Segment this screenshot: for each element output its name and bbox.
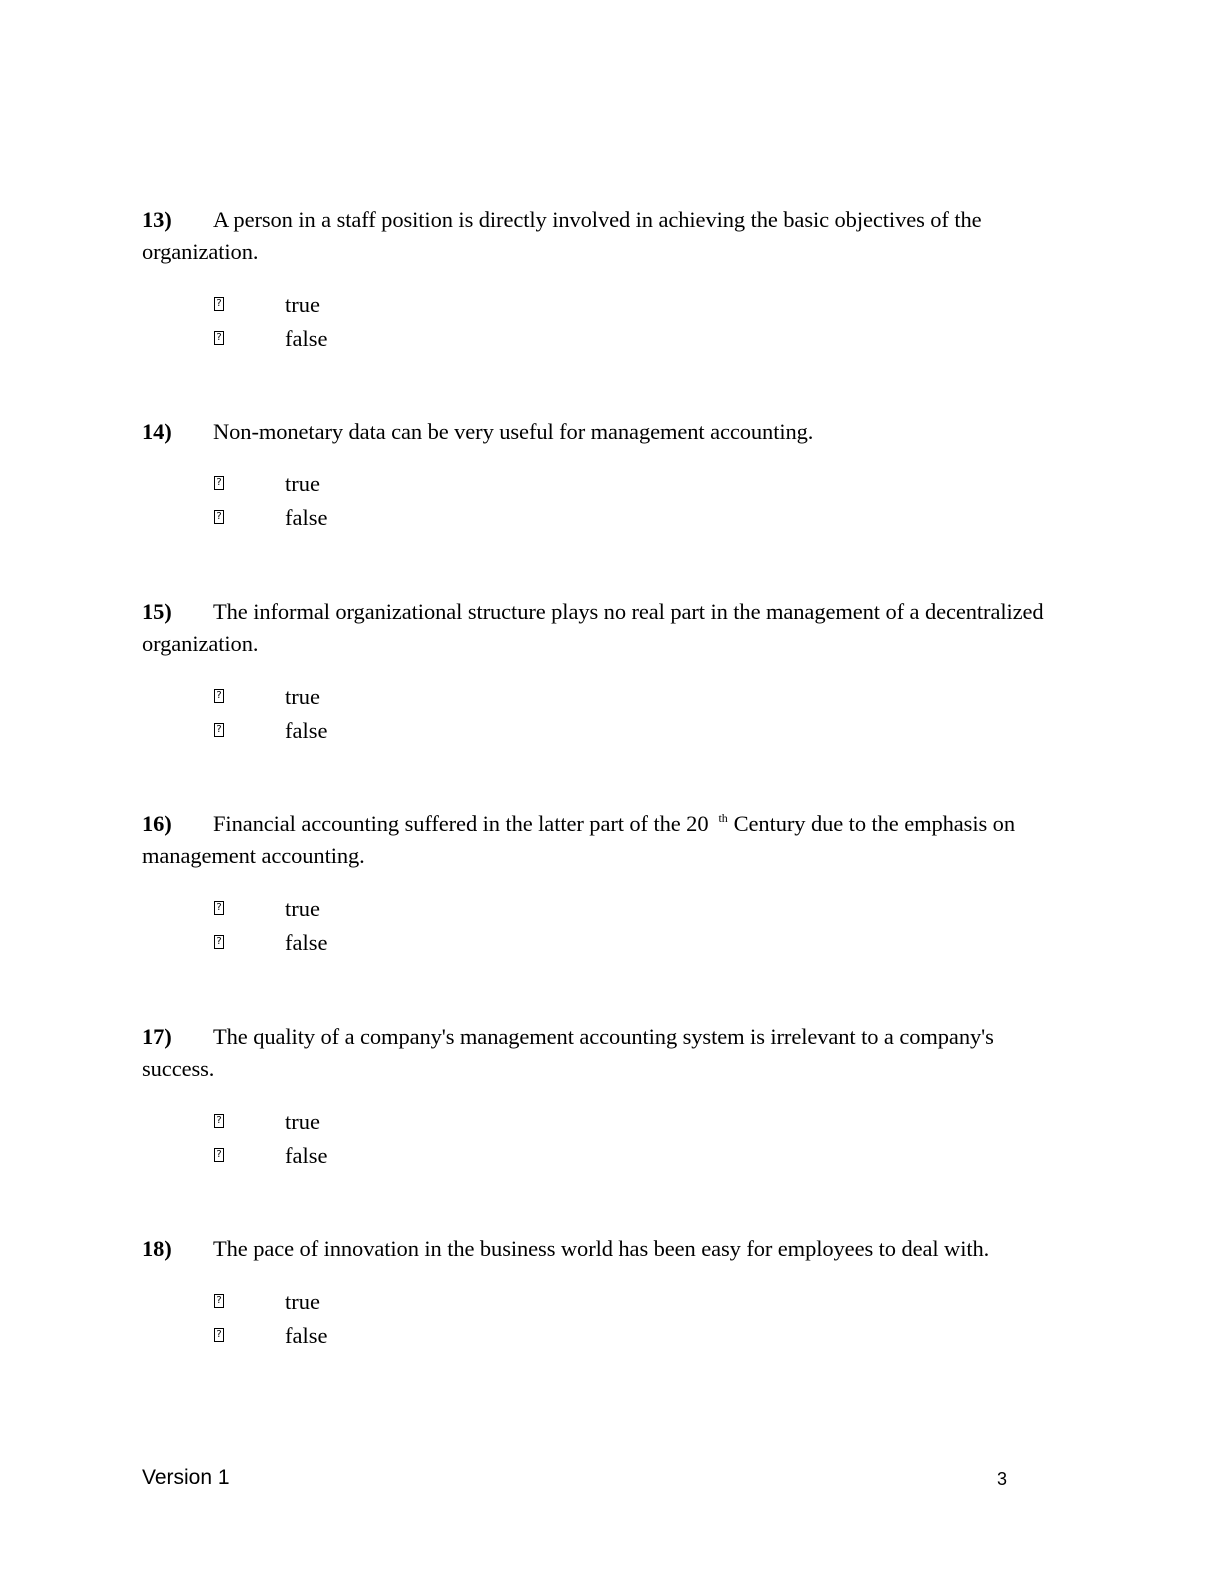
option-false[interactable] [142, 1319, 1062, 1353]
option-label: false [285, 929, 328, 955]
option-false[interactable] [142, 501, 1062, 535]
answer-options [142, 1285, 1062, 1352]
checkbox-icon[interactable]: ? [214, 901, 224, 915]
answer-options [142, 288, 1062, 355]
option-label: false [285, 1322, 328, 1348]
question-stem [142, 1233, 1062, 1265]
option-true[interactable] [142, 1105, 1062, 1139]
footer-version: Version 1 [142, 1466, 230, 1489]
question-text: Non-monetary data can be very useful for management accounting. [213, 419, 814, 444]
answer-options [142, 892, 1062, 959]
question-number: 17) [142, 1024, 172, 1049]
checkbox-icon[interactable]: ? [214, 1328, 224, 1342]
checkbox-icon[interactable]: ? [214, 689, 224, 703]
option-false[interactable] [142, 714, 1062, 748]
question-17 [142, 1021, 1062, 1172]
question-text-end: Century due to the emphasis on management accounting. [142, 811, 1015, 868]
checkbox-icon[interactable]: ? [214, 1294, 224, 1308]
option-label: true [285, 896, 320, 921]
option-label: true [285, 471, 320, 496]
answer-options [142, 680, 1062, 747]
checkbox-icon[interactable]: ? [214, 723, 224, 737]
option-true[interactable] [142, 467, 1062, 501]
option-false[interactable] [142, 322, 1062, 356]
checkbox-icon[interactable]: ? [214, 935, 224, 949]
option-true[interactable] [142, 680, 1062, 714]
question-stem [142, 1021, 1062, 1085]
option-true[interactable] [142, 892, 1062, 926]
checkbox-icon[interactable]: ? [214, 297, 224, 311]
question-text-start: Financial accounting suffered in the latter part of the 20 [213, 811, 709, 836]
option-false[interactable] [142, 1139, 1062, 1173]
checkbox-icon[interactable]: ? [214, 331, 224, 345]
option-true[interactable] [142, 288, 1062, 322]
option-label: false [285, 504, 328, 530]
question-number: 13) [142, 207, 172, 232]
option-label: true [285, 1289, 320, 1314]
question-number: 16) [142, 811, 172, 836]
question-text: The quality of a company's management accounting system is irrelevant to a company's success. [142, 1024, 994, 1081]
question-stem [142, 204, 1062, 268]
superscript-text: th [718, 811, 728, 825]
question-14 [142, 416, 1062, 534]
question-text: The pace of innovation in the business world has been easy for employees to deal with. [213, 1236, 990, 1261]
option-false[interactable] [142, 926, 1062, 960]
option-label: true [285, 1109, 320, 1134]
answer-options [142, 1105, 1062, 1172]
question-number: 18) [142, 1236, 172, 1261]
question-text: A person in a staff position is directly involved in achieving the basic objectives of the organization. [142, 207, 982, 264]
question-text: The informal organizational structure plays no real part in the management of a decentralized organization. [142, 599, 1044, 656]
question-stem [142, 416, 1062, 448]
question-13 [142, 204, 1062, 355]
answer-options [142, 467, 1062, 534]
option-label: true [285, 684, 320, 709]
question-stem [142, 808, 1062, 872]
question-stem [142, 596, 1062, 660]
checkbox-icon[interactable]: ? [214, 476, 224, 490]
option-label: true [285, 292, 320, 317]
question-number: 14) [142, 419, 172, 444]
question-15 [142, 596, 1062, 747]
checkbox-icon[interactable]: ? [214, 1148, 224, 1162]
option-label: false [285, 325, 328, 351]
option-label: false [285, 1142, 328, 1168]
question-number: 15) [142, 599, 172, 624]
page-number: 3 [997, 1469, 1008, 1489]
question-18 [142, 1233, 1062, 1352]
option-label: false [285, 717, 328, 743]
question-16 [142, 808, 1062, 959]
checkbox-icon[interactable]: ? [214, 510, 224, 524]
option-true[interactable] [142, 1285, 1062, 1319]
checkbox-icon[interactable]: ? [214, 1114, 224, 1128]
